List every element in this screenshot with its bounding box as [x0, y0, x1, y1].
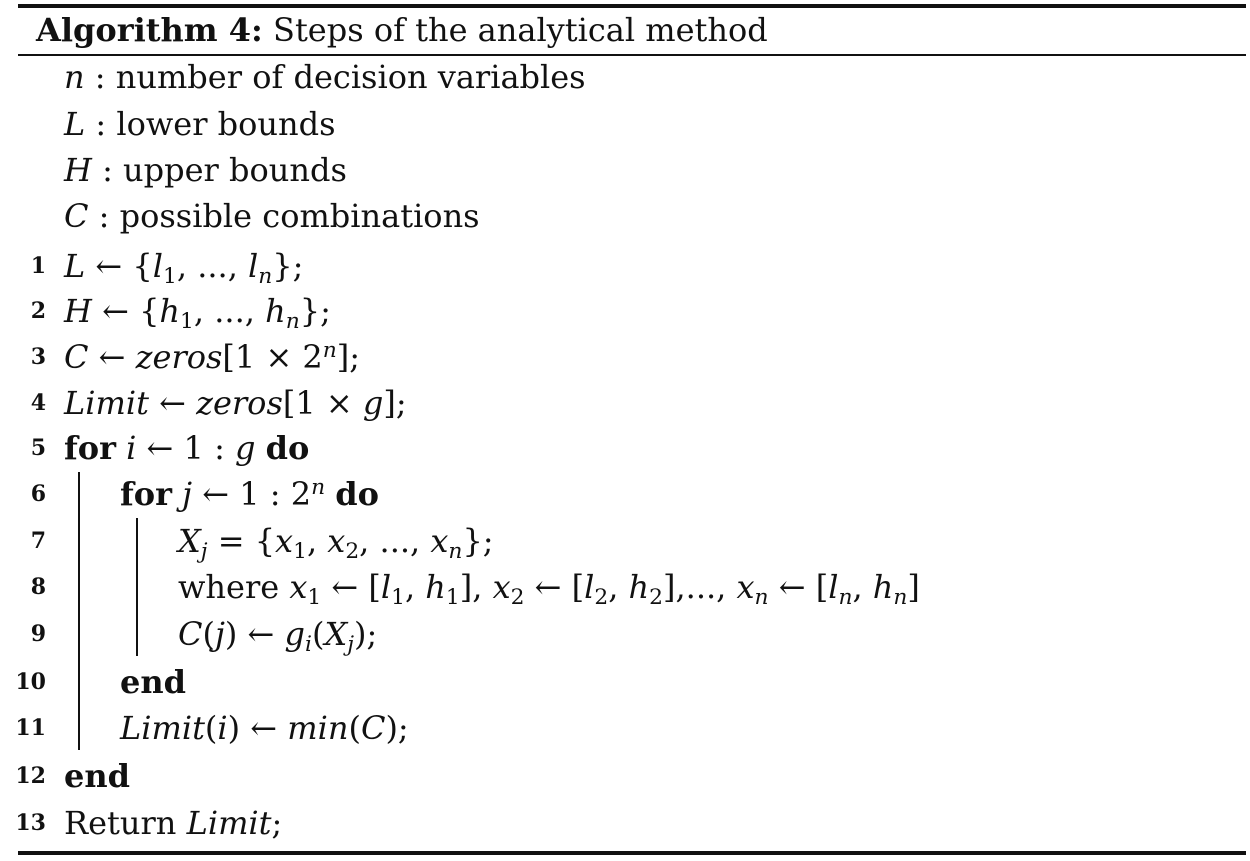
statement: Limit ← zeros[1 × g];	[64, 384, 407, 422]
keyword-for: for	[120, 475, 172, 513]
line-number: 7	[30, 528, 46, 554]
keyword-return: Return	[64, 804, 177, 842]
def-text: : number of decision variables	[84, 58, 586, 96]
keyword-for: for	[64, 429, 116, 467]
def-text: : upper bounds	[91, 151, 347, 189]
def-symbol: C	[64, 197, 89, 235]
line-number: 9	[30, 621, 46, 647]
def-symbol: n	[64, 58, 85, 96]
line-number: 6	[30, 481, 46, 507]
line-number: 2	[30, 298, 46, 324]
line-number: 5	[30, 435, 46, 461]
statement: H ← {$h_1$, ..., $h_n$};	[64, 292, 331, 335]
caption-label: Algorithm 4:	[36, 11, 263, 49]
statement: $X_j = \{x_1$, $x_2$, ..., $x_n$};	[178, 522, 494, 565]
line-number: 12	[15, 763, 46, 789]
def-symbol: H	[64, 151, 92, 189]
line-number: 3	[30, 344, 46, 370]
keyword-end: end	[64, 757, 130, 795]
statement: where $x_1$ ← [$l_1$, $h_1$], $x_2$ ← [$l_2$, $h_2$],..., $x_n$ ← [$l_n$, $h_n$]	[178, 568, 920, 611]
keyword-end: end	[120, 663, 186, 701]
bottom-rule	[18, 851, 1246, 855]
line-number: 10	[15, 669, 46, 695]
keyword-do: do	[265, 429, 310, 467]
statement: Limit(i) ← min(C);	[120, 709, 409, 747]
statement: L ← {$l_1$, ..., $l_n$};	[64, 247, 304, 290]
def-symbol: L	[64, 105, 86, 143]
statement: Return Limit;	[64, 804, 283, 842]
caption-title: Steps of the analytical method	[273, 11, 768, 49]
line-number: 13	[15, 810, 46, 836]
def-text: : lower bounds	[85, 105, 336, 143]
keyword-do: do	[335, 475, 379, 513]
line-number: 1	[30, 253, 46, 279]
keyword-where: where	[178, 568, 280, 606]
line-number: 8	[30, 574, 46, 600]
line-number: 11	[15, 715, 46, 741]
line-number: 4	[30, 390, 46, 416]
statement: for i ← 1 : g do	[64, 429, 310, 467]
def-text: : possible combinations	[88, 197, 480, 235]
statement: C(j) ← $g_i(X_j)$;	[178, 615, 378, 658]
algorithm-caption	[36, 8, 768, 52]
statement: C ← zeros[1 × $2^n$];	[64, 338, 361, 376]
statement: for j ← 1 : 2$^n$ do	[120, 475, 379, 513]
inner-loop-bar	[136, 518, 138, 656]
outer-loop-bar	[78, 472, 80, 750]
